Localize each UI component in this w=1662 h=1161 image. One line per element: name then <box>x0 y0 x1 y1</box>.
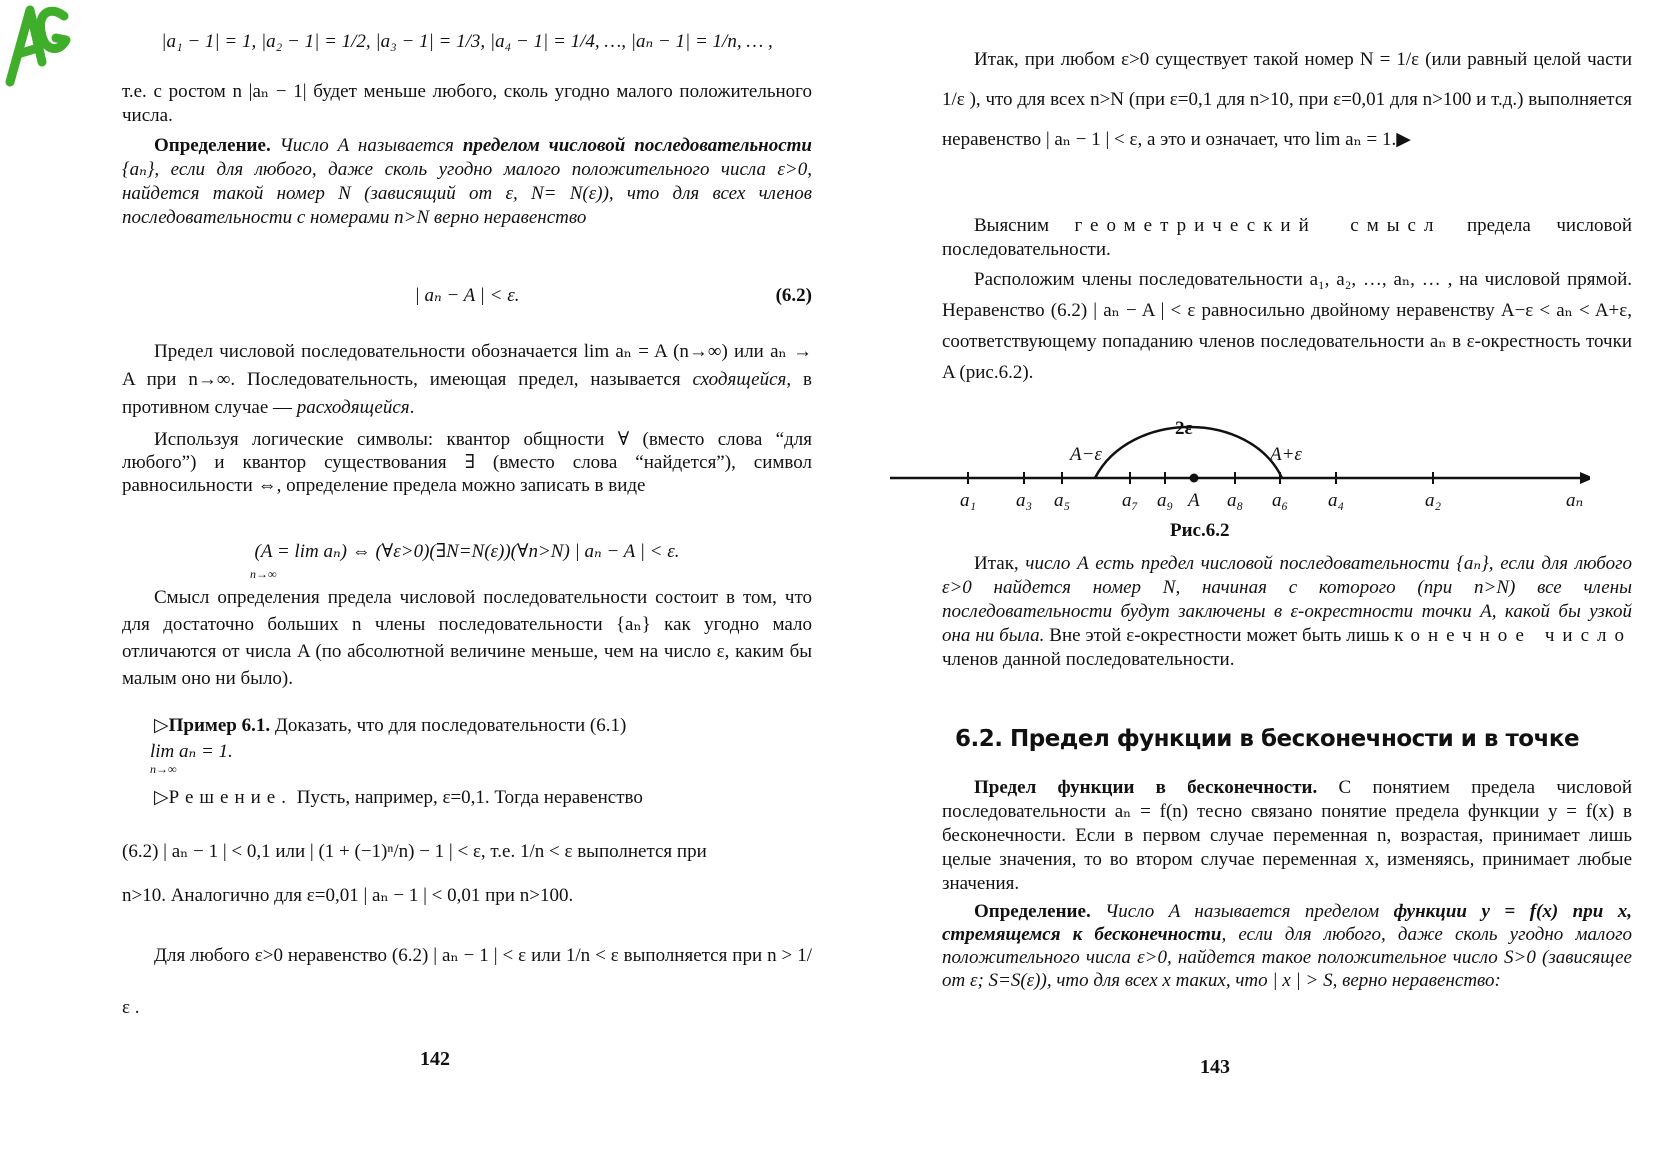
paragraph-meaning: Смысл определения предела числовой последовательности состоит в том, что для достаточно больших n члены последовательности {aₙ} как угодно мало отличаются от числа A (по абсолютной величине меньше, чем на число ε, каким бы малым оно ни было). <box>122 587 812 689</box>
page-number-left: 142 <box>420 1048 450 1070</box>
paragraph-conclusion: Итак, при любом ε>0 существует такой номер N = 1/ε (или равный целой части 1/ε ), что для всех n>N (при ε=0,1 для n>10, при ε=0,01 для n>100 и т.д.) выполняется неравенство | aₙ − 1 | < ε, а это и означает, что lim aₙ = 1.▶ <box>942 49 1632 150</box>
example-text: Доказать, что для последовательности (6.1) <box>270 715 627 736</box>
tick-label-a6: a₆ <box>1272 490 1289 511</box>
solution-formula: (6.2) | aₙ − 1 | < 0,1 или | (1 + (−1)ⁿ/n) − 1 | < ε, т.е. 1/n < ε выполнется при <box>122 841 707 862</box>
equation-6-2-number: (6.2) <box>775 285 812 306</box>
left-page <box>0 0 830 1161</box>
tick-label-an: aₙ <box>1566 490 1584 511</box>
equation-logic-row <box>122 540 812 580</box>
paragraph-geometric-meaning <box>942 214 1632 262</box>
example-label: Пример 6.1. <box>168 715 271 736</box>
summary-italic: число A есть предел числовой последовательности {aₙ}, если для любого ε>0 найдется номер N, начиная с которого (при n>N) все члены последовательности будут заключены в ε-окрестности точки A, какой бы узкой она ни была. <box>942 553 1632 646</box>
solution-line-2: n>10. Аналогично для ε=0,01 | aₙ − 1 | < 0,01 при n>100. <box>122 885 574 906</box>
label-a-minus-eps: A−ε <box>1070 444 1102 465</box>
figure-6-2 <box>890 408 1590 548</box>
label-2eps: 2ε <box>1175 418 1193 439</box>
definition-text-1: Число A называется <box>270 135 463 156</box>
geometric-text-b: предела числовой последовательности. <box>942 215 1632 260</box>
limit-point <box>1190 474 1199 483</box>
example-6-1 <box>122 714 812 738</box>
summary-text-c: членов данной последовательности. <box>942 649 1235 670</box>
paragraph-summary <box>942 552 1632 672</box>
tick-label-a4: a₄ <box>1328 490 1345 511</box>
equation-logic: (A = lim aₙ) ⇔ (∀ε>0)(∃N=N(ε))(∀n>N) | aₙ − A | < ε. <box>254 541 680 562</box>
figure-caption: Рис.6.2 <box>1170 520 1230 541</box>
definition-text-2: {aₙ}, если для любого, даже сколь угодно малого положительного числа ε>0, найдется такой номер N (зависящий от ε, N= N(ε)), что для всех членов последовательности с номерами n>N верно неравенство <box>122 159 812 228</box>
term-divergent: расходящейся <box>296 397 410 418</box>
summary-text-b: Вне этой ε-окрестности может быть лишь <box>1044 625 1395 646</box>
geometric-text-a: Выясним <box>974 215 1075 236</box>
paragraph-any-epsilon: Для любого ε>0 неравенство (6.2) | aₙ − 1 | < ε или 1/n < ε выполняется при n > 1/ε . <box>122 945 812 1018</box>
paragraph-logic-symbols: Используя логические символы: квантор общности ∀ (вместо слова “для любого”) и квантор существования ∃ (вместо слова “найдется”), символ равносильности ⇔, определение предела можно записать в виде <box>122 429 812 496</box>
equation-6-2: | aₙ − A | < ε. <box>414 285 520 306</box>
section-heading: 6.2. Предел функции в бесконечности и в точке <box>955 726 1580 752</box>
function-limit-label: Предел функции в бесконечности. <box>974 777 1318 798</box>
tick-label-a2: a₂ <box>1425 490 1442 511</box>
limit-notation-text: Предел числовой последовательности обозначается lim aₙ = A (n→∞) или aₙ → A при n→∞. Последовательность, имеющая предел, называется <box>122 341 812 390</box>
axis-arrow <box>1580 472 1590 484</box>
function-definition-text-1: Число A называется пределом <box>1090 901 1394 922</box>
paragraph-function-limit <box>942 776 1632 896</box>
tick-label-a3: a₃ <box>1016 490 1033 511</box>
term-convergent: сходящейся <box>692 369 787 390</box>
tick-label-a1: a₁ <box>960 490 977 511</box>
limit-notation-end: . <box>409 397 415 418</box>
tick-label-a5: a₅ <box>1054 490 1071 511</box>
example-formula-subscript: n→∞ <box>150 762 177 776</box>
equation-logic-subscript: n→∞ <box>250 567 277 581</box>
tick-label-a7: a₇ <box>1122 490 1139 511</box>
summary-text-a: Итак, <box>974 553 1026 574</box>
example-marker: ▷ <box>154 715 169 736</box>
solution-text: Пусть, например, ε=0,1. Тогда неравенство <box>291 787 643 808</box>
definition-sequence-limit <box>122 134 812 230</box>
example-formula: lim aₙ = 1. <box>150 741 233 762</box>
paragraph-number-line: Расположим члены последовательности a₁, a₂, …, aₙ, … , на числовой прямой. Неравенство (6.2) | aₙ − A | < ε равносильно двойному неравенству A−ε < aₙ < A+ε, соответствующему попаданию членов последовательности aₙ в ε-окрестность точки A (рис.6.2). <box>942 269 1632 383</box>
function-definition-term: функции y = f(x) при x, стремящемся к бесконечности <box>942 901 1633 945</box>
right-page <box>830 0 1662 1161</box>
function-definition-label: Определение. <box>974 901 1091 922</box>
tick-label-a8: a₈ <box>1227 490 1244 511</box>
solution-label: Решение. <box>168 787 292 808</box>
function-definition-text-2: , если для любого, даже сколь угодно малого положительного числа ε>0, найдется такое положительное число S>0 (зависящее от ε; S=S(ε)), что для всех x таких, что | x | > S, верно неравенство: <box>942 924 1632 991</box>
formula-sequence-differences: |a₁ − 1| = 1, |a₂ − 1| = 1/2, |a₃ − 1| = 1/3, |a₄ − 1| = 1/4, …, |aₙ − 1| = 1/n, … , <box>161 31 773 52</box>
geometric-spaced: геометрический смысл <box>1074 215 1442 236</box>
limit-notation-mid: , в противном случае — <box>122 369 812 418</box>
equation-6-2-row <box>122 284 812 310</box>
paragraph-limit-notation <box>122 338 812 422</box>
tick-label-a9: a₉ <box>1157 490 1174 511</box>
definition-function-limit <box>942 900 1632 992</box>
page-number-right: 143 <box>1200 1056 1230 1078</box>
function-limit-text: С понятием предела числовой последовательности aₙ = f(n) тесно связано понятие предела функции y = f(x) в бесконечности. Если в первом случае переменная n, возрастая, принимает лишь целые значения, то во втором случае переменная x, изменяясь, принимает любые значения. <box>942 777 1632 894</box>
label-a-plus-eps: A+ε <box>1270 444 1302 465</box>
definition-label: Определение. <box>154 135 271 156</box>
paragraph-growth: т.е. с ростом n |aₙ − 1| будет меньше любого, сколь угодно малого положительного числа. <box>122 81 812 126</box>
tick-label-A: A <box>1188 490 1200 511</box>
solution-marker: ▷ <box>154 787 169 808</box>
definition-term: пределом числовой последовательности <box>462 135 812 156</box>
summary-spaced: конечное число <box>1394 625 1633 646</box>
solution-intro <box>122 786 812 810</box>
